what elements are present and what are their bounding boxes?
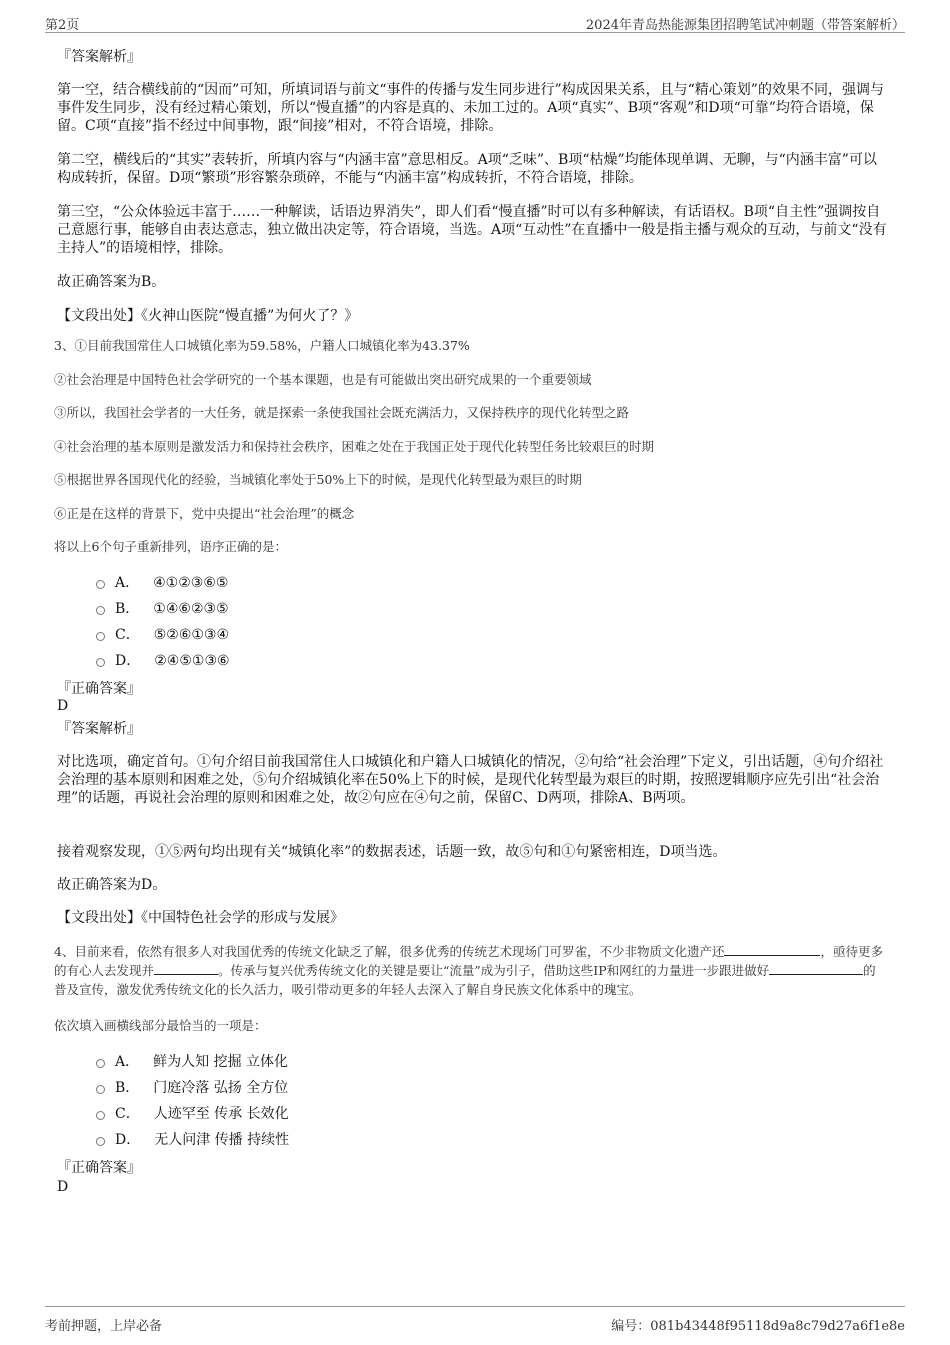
q3-text-source: 【文段出处】《中国特色社会学的形成与发展》 xyxy=(57,910,344,926)
q3-conclusion: 故正确答案为D。 xyxy=(57,877,167,893)
q4-option-c[interactable]: C． 人迹罕至 传承 长效化 xyxy=(96,1105,289,1123)
q3-sentence-2: ②社会治理是中国特色社会学研究的一个基本课题，也是有可能做出突出研究成果的一个重要领域 xyxy=(54,372,592,387)
analysis-paragraph-3: 第三空，“公众体验远丰富于……一种解读，话语边界消失”，即人们看“慢直播”时可以有多种解读，有话语权。B项“自主性”强调按自己意愿行事，能够自由表达意志，独立做出决定等，符合语境，当选。A项“互动性”在直播中一般是指主播与观众的互动，与前文“没有主持人”的语境相悖，排除。 xyxy=(57,204,887,256)
document-id: 编号：081b43448f95118d9a8c79d27a6f1e8e xyxy=(611,1319,905,1334)
q3-analysis-label: 『答案解析』 xyxy=(57,721,141,737)
radio-button[interactable] xyxy=(96,1111,105,1120)
q4-prompt: 依次填入画横线部分最恰当的一项是： xyxy=(54,1018,267,1033)
fill-blank-1 xyxy=(724,943,820,956)
radio-button[interactable] xyxy=(96,1137,105,1146)
q3-answer: D xyxy=(57,698,69,714)
q3-option-b[interactable]: B． ①④⑥②③⑤ xyxy=(96,600,229,618)
fill-blank-2 xyxy=(154,962,218,975)
q3-sentence-5: ⑤根据世界各国现代化的经验，当城镇化率处于50%上下的时候，是现代化转型最为艰巨的时期 xyxy=(54,472,582,487)
footer-slogan: 考前押题，上岸必备 xyxy=(45,1319,163,1334)
page-header xyxy=(45,12,905,33)
q4-answer-label: 『正确答案』 xyxy=(57,1160,141,1176)
q3-option-c[interactable]: C． ⑤②⑥①③④ xyxy=(96,626,229,644)
q3-sentence-3: ③所以，我国社会学者的一大任务，就是探索一条使我国社会既充满活力，又保持秩序的现代化转型之路 xyxy=(54,405,630,420)
document-title: 2024年青岛热能源集团招聘笔试冲刺题（带答案解析） xyxy=(585,18,905,33)
text-source: 【文段出处】《火神山医院“慢直播”为何火了？》 xyxy=(57,308,359,324)
q3-prompt: 将以上6个句子重新排列，语序正确的是： xyxy=(54,539,287,554)
radio-button[interactable] xyxy=(96,1059,105,1068)
q3-sentence-6: ⑥正是在这样的背景下，党中央提出“社会治理”的概念 xyxy=(54,506,355,521)
radio-button[interactable] xyxy=(96,658,105,667)
analysis-paragraph-1: 第一空，结合横线前的“因而”可知，所填词语与前文“事件的传播与发生同步进行”构成因果关系，且与“精心策划”的效果不同，强调与事件发生同步，没有经过精心策划，所以“慢直播”的内容是真的、未加工过的。A项“真实”、B项“客观”和D项“可靠”均符合语境，保留。C项“直接”指不经过中间事物，跟“间接”相对，不符合语境，排除。 xyxy=(57,82,884,134)
analysis-paragraph-2: 第二空，横线后的“其实”表转折，所填内容与“内涵丰富”意思相反。A项“乏味”、B项“枯燥”均能体现单调、无聊，与“内涵丰富”可以构成转折，保留。D项“繁琐”形容繁杂琐碎，不能与“内涵丰富”构成转折，不符合语境，排除。 xyxy=(57,152,877,186)
fill-blank-3 xyxy=(769,962,863,975)
q3-option-d[interactable]: D． ②④⑤①③⑥ xyxy=(96,652,230,670)
q3-sentence-1: 3、①目前我国常住人口城镇化率为59.58%，户籍人口城镇化率为43.37% xyxy=(54,338,470,353)
q4-option-d[interactable]: D． 无人问津 传播 持续性 xyxy=(96,1131,289,1149)
radio-button[interactable] xyxy=(96,632,105,641)
q4-answer: D xyxy=(57,1179,69,1195)
analysis-conclusion: 故正确答案为B。 xyxy=(57,274,166,290)
q4-question-text: 4、目前来看，依然有很多人对我国优秀的传统文化缺乏了解，很多优秀的传统艺术现场门可罗雀，不少非物质文化遗产还 ，亟待更多的有心人去发现并 。传承与复兴优秀传统文化的关键是要让“流量”成为引子，借助这些IP和网红的力量进一步跟进做好 的普及宣传，激发优秀传统文化的长久活力，吸引带动更多的年轻人去深入了解自身民族文化体系中的瑰宝。 xyxy=(54,944,883,997)
analysis-label: 『答案解析』 xyxy=(57,49,141,65)
q3-analysis-paragraph-2: 接着观察发现，①⑤两句均出现有关“城镇化率”的数据表述，话题一致，故⑤句和①句紧密相连，D项当选。 xyxy=(57,844,727,860)
radio-button[interactable] xyxy=(96,580,105,589)
radio-button[interactable] xyxy=(96,1085,105,1094)
q4-option-b[interactable]: B． 门庭冷落 弘扬 全方位 xyxy=(96,1079,288,1097)
q3-sentence-4: ④社会治理的基本原则是激发活力和保持社会秩序，困难之处在于我国正处于现代化转型任务比较艰巨的时期 xyxy=(54,439,655,454)
radio-button[interactable] xyxy=(96,606,105,615)
q4-option-a[interactable]: A． 鲜为人知 挖掘 立体化 xyxy=(96,1053,288,1071)
q3-option-a[interactable]: A． ④①②③⑥⑤ xyxy=(96,574,228,592)
q3-answer-label: 『正确答案』 xyxy=(57,681,141,697)
page-footer xyxy=(45,1306,905,1334)
q3-analysis-paragraph-1: 对比选项，确定首句。①句介绍目前我国常住人口城镇化和户籍人口城镇化的情况，②句给“社会治理”下定义，引出话题，④句介绍社会治理的基本原则和困难之处，⑤句介绍城镇化率在50%上下的时候，是现代化转型最为艰巨的时期，按照逻辑顺序应先引出“社会治理”的话题，再说社会治理的原则和困难之处，故②句应在④句之前，保留C、D两项，排除A、B两项。 xyxy=(57,754,884,806)
page-number: 第2页 xyxy=(45,18,80,33)
